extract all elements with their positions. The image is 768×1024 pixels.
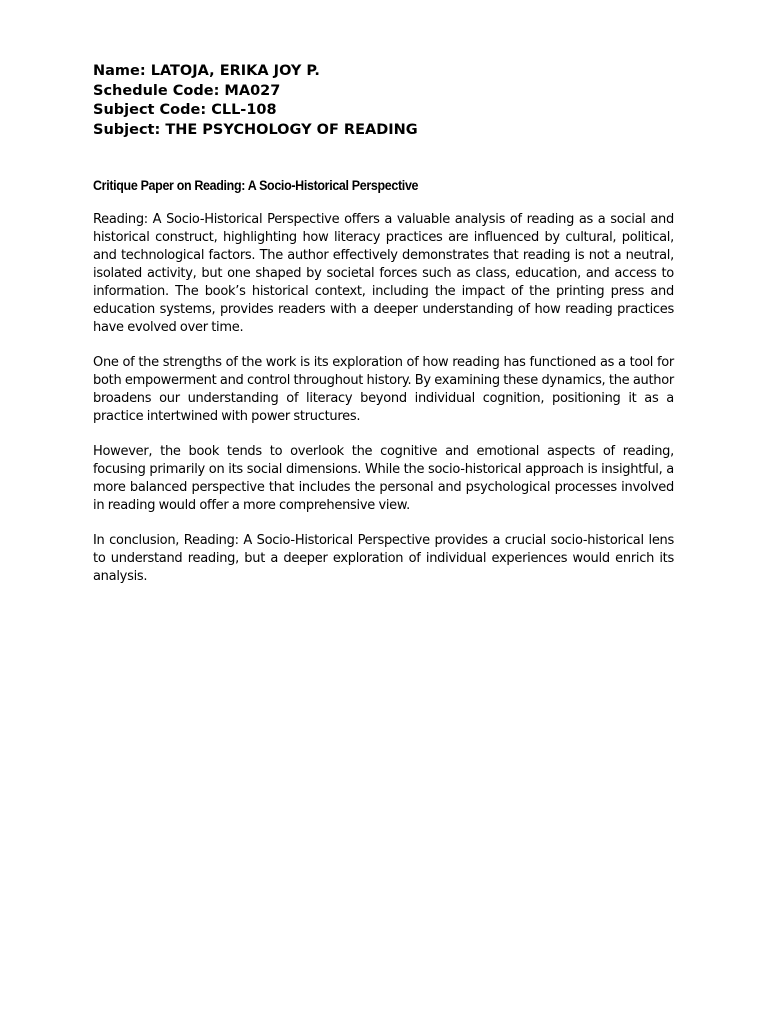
document-body xyxy=(93,211,674,603)
student-name: Name: LATOJA, ERIKA JOY P. xyxy=(93,63,320,79)
student-info-block xyxy=(93,62,693,140)
document-title: Critique Paper on Reading: A Socio-Historical Perspective xyxy=(93,178,419,193)
subject-code: Subject Code: CLL-108 xyxy=(93,102,277,118)
paragraph-strengths: One of the strengths of the work is its exploration of how reading has functioned as a tool for both empowerment and control throughout history. By examining these dynamics, the author broadens our understanding of literacy beyond individual cognition, positioning it as a practice intertwined with power structures. xyxy=(93,355,674,424)
schedule-code: Schedule Code: MA027 xyxy=(93,82,281,99)
subject-name: Subject: THE PSYCHOLOGY OF READING xyxy=(93,121,418,138)
paragraph-conclusion: In conclusion, Reading: A Socio-Historical Perspective provides a crucial socio-historical lens to understand reading, but a deeper exploration of individual experiences would enrich its analysis. xyxy=(93,533,674,584)
paragraph-weaknesses: However, the book tends to overlook the cognitive and emotional aspects of reading, focusing primarily on its social dimensions. While the socio-historical approach is insightful, a more balanced perspective that includes the personal and psychological processes involved in reading would offer a more comprehensive view. xyxy=(93,444,674,513)
paragraph-intro: Reading: A Socio-Historical Perspective offers a valuable analysis of reading as a social and historical construct, highlighting how literacy practices are influenced by cultural, political, and technological factors. The author effectively demonstrates that reading is not a neutral, isolated activity, but one shaped by societal forces such as class, education, and access to information. The book’s historical context, including the impact of the printing press and education systems, provides readers with a deeper understanding of how reading practices have evolved over time. xyxy=(93,212,674,335)
